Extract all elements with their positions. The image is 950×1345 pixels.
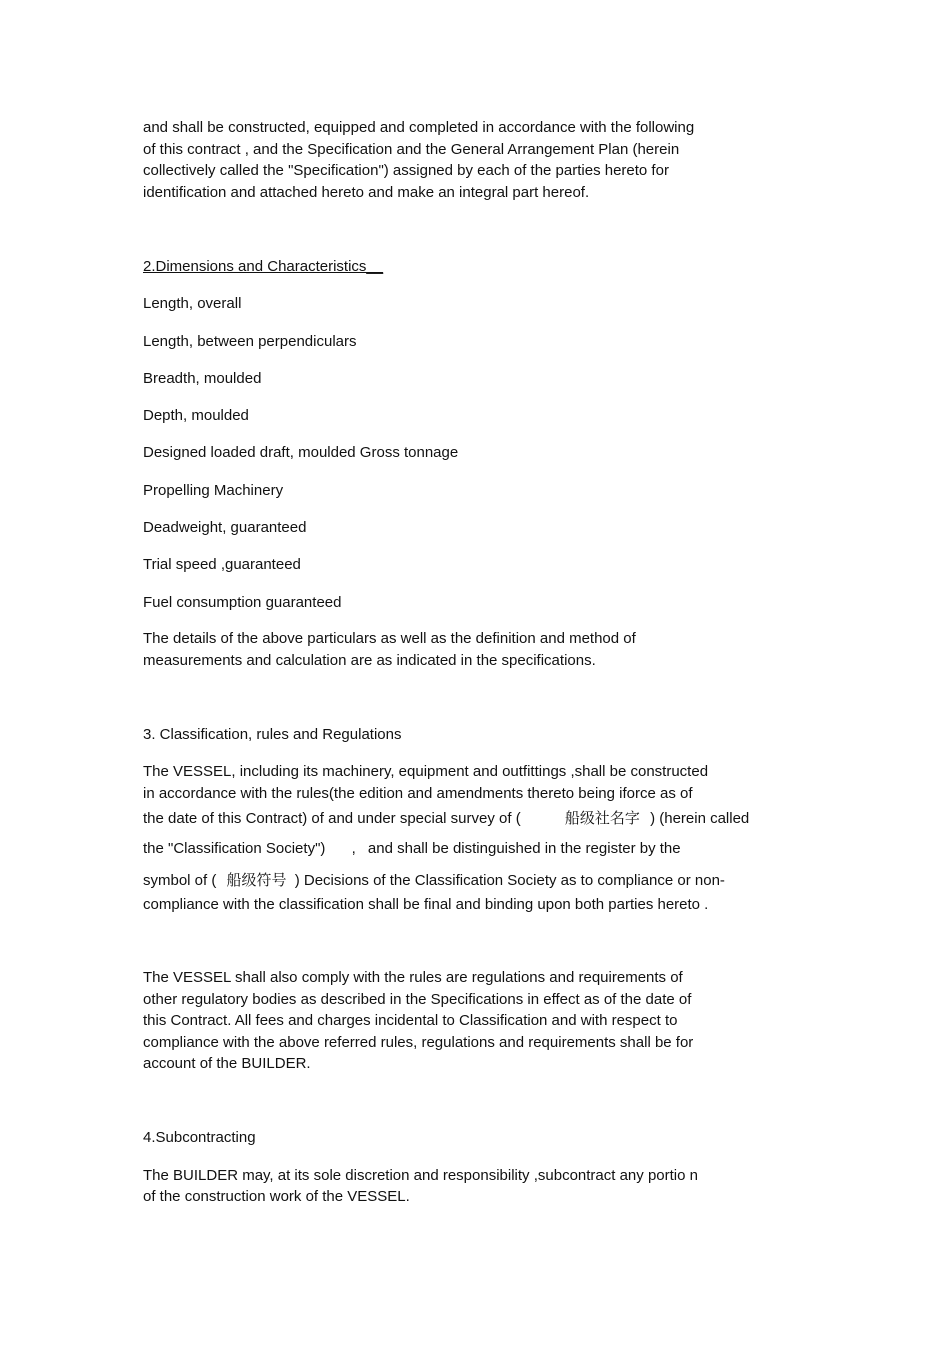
regulations-line: compliance with the above referred rules, regulations and requirements shall be for: [143, 1034, 694, 1051]
text-segment: ) (herein called: [650, 810, 750, 827]
section-2-heading: 2.Dimensions and Characteristics__: [143, 258, 384, 275]
classification-line: [143, 809, 749, 828]
classification-line: in accordance with the rules(the edition and amendments thereto being iforce as of: [143, 785, 693, 802]
subcontracting-line: of the construction work of the VESSEL.: [143, 1188, 410, 1205]
regulations-line: The VESSEL shall also comply with the rules are regulations and requirements of: [143, 969, 683, 986]
intro-line: identification and attached hereto and make an integral part hereof.: [143, 184, 590, 201]
dimension-item: Breadth, moulded: [143, 370, 262, 387]
dimension-item: Length, between perpendiculars: [143, 333, 357, 350]
dimension-item: Length, overall: [143, 295, 242, 312]
classification-society-name: 船级社名字: [564, 809, 640, 827]
regulations-line: this Contract. All fees and charges incidental to Classification and with respect to: [143, 1012, 678, 1029]
section-4-heading: 4.Subcontracting: [143, 1129, 256, 1146]
intro-line: of this contract , and the Specification and the General Arrangement Plan (herein: [143, 141, 680, 158]
section-3-heading: 3. Classification, rules and Regulations: [143, 726, 402, 743]
text-segment: the date of this Contract) of and under special survey of (: [143, 810, 521, 827]
intro-line: collectively called the "Specification") assigned by each of the parties hereto for: [143, 162, 669, 179]
dimension-item: Fuel consumption guaranteed: [143, 594, 342, 611]
regulations-line: other regulatory bodies as described in the Specifications in effect as of the date of: [143, 991, 692, 1008]
dimension-item: Propelling Machinery: [143, 482, 284, 499]
classification-line: The VESSEL, including its machinery, equipment and outfittings ,shall be constructed: [143, 763, 709, 780]
dimension-item: Designed loaded draft, moulded Gross tonnage: [143, 444, 459, 461]
classification-line: [143, 871, 725, 890]
dimension-item: Depth, moulded: [143, 407, 249, 424]
regulations-line: account of the BUILDER.: [143, 1055, 311, 1072]
classification-line: compliance with the classification shall be final and binding upon both parties hereto .: [143, 896, 709, 913]
text-segment: the "Classification Society"): [143, 840, 326, 857]
classification-line: [143, 840, 681, 858]
intro-line: and shall be constructed, equipped and completed in accordance with the following: [143, 119, 695, 136]
details-line: measurements and calculation are as indicated in the specifications.: [143, 652, 596, 669]
text-segment: ) Decisions of the Classification Society as to compliance or non-: [294, 872, 725, 889]
dimension-item: Deadweight, guaranteed: [143, 519, 307, 536]
text-segment: symbol of (: [143, 872, 217, 889]
text-segment: and shall be distinguished in the register by the: [367, 840, 681, 857]
subcontracting-line: The BUILDER may, at its sole discretion and responsibility ,subcontract any portio n: [143, 1167, 698, 1184]
text-segment: ,: [351, 840, 356, 857]
classification-symbol: 船级符号: [226, 871, 287, 889]
details-line: The details of the above particulars as well as the definition and method of: [143, 630, 636, 647]
dimension-item: Trial speed ,guaranteed: [143, 556, 301, 573]
